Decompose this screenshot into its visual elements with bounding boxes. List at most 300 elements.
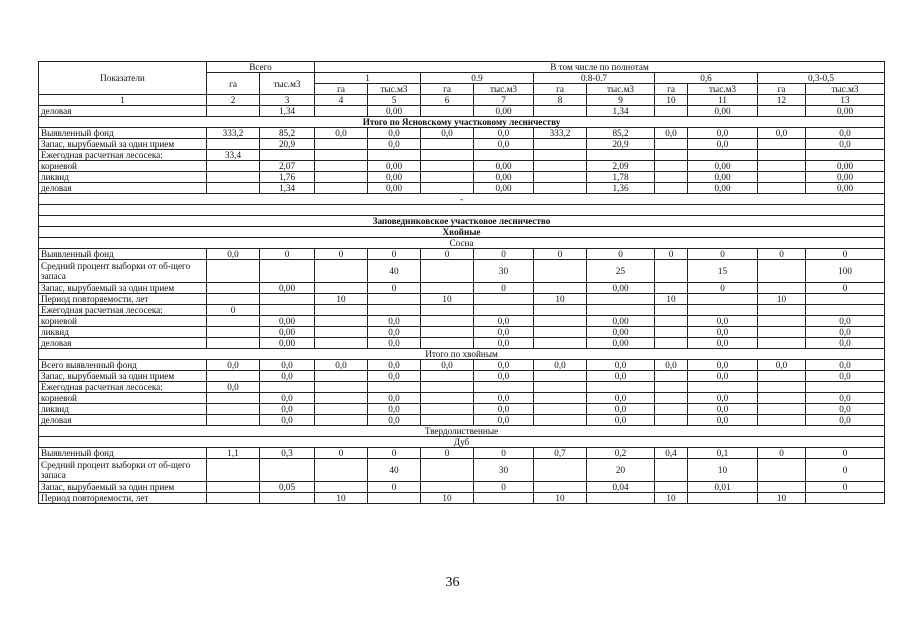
table-cell: 0,00 [806, 161, 885, 172]
unit-header: тыс.м3 [368, 84, 421, 95]
table-cell: 0,0 [368, 327, 421, 338]
table-cell [534, 139, 587, 150]
section-title: Твердолиственные [39, 426, 885, 437]
table-cell: 0,0 [806, 360, 885, 371]
section-row [39, 238, 885, 249]
table-row [39, 294, 885, 305]
table-cell: 0,01 [688, 482, 758, 493]
table-cell [758, 172, 806, 183]
table-cell [315, 327, 368, 338]
table-cell: 0,0 [587, 393, 655, 404]
table-cell [534, 305, 587, 316]
table-cell [688, 305, 758, 316]
table-cell [587, 493, 655, 504]
table-cell [421, 338, 474, 349]
table-cell [207, 415, 260, 426]
table-cell: 85,2 [587, 128, 655, 139]
table-row [39, 493, 885, 504]
table-cell: 10 [758, 294, 806, 305]
table-row [39, 249, 885, 260]
table-cell: 2,07 [260, 161, 315, 172]
table-cell: 20 [587, 459, 655, 482]
table-cell [474, 493, 534, 504]
table-cell: 0,0 [587, 404, 655, 415]
table-cell: 0,0 [368, 338, 421, 349]
table-cell: 30 [474, 459, 534, 482]
table-cell [315, 404, 368, 415]
table-cell: 10 [534, 493, 587, 504]
table-cell [534, 393, 587, 404]
table-cell: 0,0 [587, 371, 655, 382]
table-cell: 0 [688, 249, 758, 260]
table-cell [421, 327, 474, 338]
table-cell: 10 [534, 294, 587, 305]
table-row [39, 327, 885, 338]
table-cell [315, 371, 368, 382]
table-cell: 0,0 [260, 404, 315, 415]
table-cell: 10 [688, 459, 758, 482]
table-cell [655, 393, 688, 404]
table-cell: 0,00 [368, 106, 421, 117]
table-row [39, 360, 885, 371]
table-cell: 0,00 [474, 172, 534, 183]
table-cell: 0,0 [474, 404, 534, 415]
table-cell: 0,3 [260, 448, 315, 459]
table-row [39, 283, 885, 294]
table-cell [260, 493, 315, 504]
table-cell: 0,00 [806, 183, 885, 194]
table-cell [207, 459, 260, 482]
section-title: Заповедниковское участковое лесничество [39, 216, 885, 227]
table-cell: 0,0 [474, 327, 534, 338]
table-cell: 0 [474, 448, 534, 459]
table-cell: 0,0 [260, 360, 315, 371]
table-cell: 333,2 [207, 128, 260, 139]
table-cell [368, 294, 421, 305]
table-cell: 10 [315, 493, 368, 504]
table-cell: 0,00 [587, 283, 655, 294]
table-cell: 0 [474, 283, 534, 294]
table-cell: 15 [688, 260, 758, 283]
table-cell [758, 415, 806, 426]
table-cell [758, 482, 806, 493]
table-cell [806, 382, 885, 393]
table-cell: 333,2 [534, 128, 587, 139]
table-cell: 0 [758, 249, 806, 260]
table-cell [534, 161, 587, 172]
table-cell: 0,00 [587, 327, 655, 338]
table-row [39, 172, 885, 183]
table-cell [315, 150, 368, 161]
column-number: 4 [315, 95, 368, 106]
table-cell: 0 [758, 448, 806, 459]
table-cell [688, 294, 758, 305]
table-cell: 0,0 [207, 360, 260, 371]
table-cell: 0,00 [260, 316, 315, 327]
table-cell [315, 161, 368, 172]
row-label: Запас, вырубаемый за один прием [39, 139, 207, 150]
table-cell [368, 150, 421, 161]
table-cell [655, 415, 688, 426]
row-label: Средний процент выборки от об-щего запаса [39, 260, 207, 283]
table-cell: 0,0 [368, 360, 421, 371]
table-cell [315, 459, 368, 482]
table-cell: 0 [368, 283, 421, 294]
table-cell [474, 294, 534, 305]
section-title: Хвойные [39, 227, 885, 238]
table-row [39, 183, 885, 194]
density-header: 0,6 [655, 73, 758, 84]
table-row [39, 382, 885, 393]
table-cell [688, 493, 758, 504]
table-cell: 0,0 [474, 360, 534, 371]
unit-header: га [534, 84, 587, 95]
table-cell: 0,0 [315, 360, 368, 371]
table-cell: 0,00 [688, 106, 758, 117]
table-row [39, 404, 885, 415]
table-cell: 0,0 [474, 371, 534, 382]
table-cell [260, 382, 315, 393]
table-cell [207, 493, 260, 504]
table-cell: 1,36 [587, 183, 655, 194]
row-label: Выявленный фонд [39, 128, 207, 139]
table-cell [758, 183, 806, 194]
table-cell [534, 415, 587, 426]
table-cell: 0,0 [368, 415, 421, 426]
table-cell [474, 305, 534, 316]
table-cell [655, 459, 688, 482]
table-cell: 0,0 [474, 139, 534, 150]
row-label: ликвид [39, 327, 207, 338]
table-cell [315, 172, 368, 183]
table-cell: 2,09 [587, 161, 655, 172]
table-cell [207, 172, 260, 183]
table-cell: 0,0 [260, 393, 315, 404]
table-cell [758, 150, 806, 161]
table-cell [587, 150, 655, 161]
table-cell [207, 393, 260, 404]
unit-header: тыс.м3 [806, 84, 885, 95]
table-cell [421, 404, 474, 415]
unit-header: га [655, 84, 688, 95]
table-cell: 0,0 [806, 139, 885, 150]
table-cell: 0,00 [260, 283, 315, 294]
table-cell: 0,0 [421, 128, 474, 139]
table-cell [315, 415, 368, 426]
table-cell: 0,0 [587, 360, 655, 371]
density-header: 0.8-0.7 [534, 73, 655, 84]
table-cell: 40 [368, 260, 421, 283]
table-cell [315, 106, 368, 117]
by-density-header: В том числе по полнотам [315, 62, 885, 73]
column-number: 10 [655, 95, 688, 106]
column-number: 11 [688, 95, 758, 106]
table-cell [421, 172, 474, 183]
table-cell: 20,9 [587, 139, 655, 150]
table-cell: 0 [368, 249, 421, 260]
table-cell [315, 260, 368, 283]
section-row [39, 194, 885, 205]
table-cell [758, 106, 806, 117]
table-cell: 0 [421, 448, 474, 459]
row-label: Запас, вырубаемый за один прием [39, 371, 207, 382]
table-cell [655, 305, 688, 316]
table-cell [534, 106, 587, 117]
table-cell [421, 316, 474, 327]
table-cell [806, 294, 885, 305]
table-cell [474, 150, 534, 161]
table-cell [207, 161, 260, 172]
table-cell: 0,04 [587, 482, 655, 493]
table-cell: 0,00 [260, 338, 315, 349]
table-cell [368, 382, 421, 393]
table-cell [207, 338, 260, 349]
table-cell: 10 [758, 493, 806, 504]
table-cell: 0 [534, 249, 587, 260]
table-cell: 0 [587, 249, 655, 260]
table-cell: 0,7 [534, 448, 587, 459]
table-cell: 0 [368, 482, 421, 493]
table-cell [587, 305, 655, 316]
table-cell: 0,0 [368, 139, 421, 150]
table-cell: 0 [474, 482, 534, 493]
table-cell: 0,00 [368, 172, 421, 183]
table-cell [421, 459, 474, 482]
column-number: 2 [207, 95, 260, 106]
density-header: 0.9 [421, 73, 534, 84]
column-number: 1 [39, 95, 207, 106]
table-cell [534, 260, 587, 283]
section-title: Дуб [39, 437, 885, 448]
table-cell: 0,0 [474, 393, 534, 404]
density-header: 0,3-0,5 [758, 73, 885, 84]
table-cell [534, 172, 587, 183]
table-cell [207, 404, 260, 415]
table-cell: 0 [474, 249, 534, 260]
table-cell [534, 316, 587, 327]
table-cell: 10 [421, 294, 474, 305]
table-cell [474, 382, 534, 393]
table-cell [315, 283, 368, 294]
table-cell [688, 150, 758, 161]
table-cell [534, 327, 587, 338]
table-cell: 10 [315, 294, 368, 305]
table-cell: 0,0 [207, 382, 260, 393]
table-cell [421, 482, 474, 493]
header-row-1 [39, 62, 885, 73]
section-row [39, 117, 885, 128]
table-cell [315, 183, 368, 194]
table-cell: 0,00 [688, 161, 758, 172]
table-cell: 0,0 [474, 128, 534, 139]
row-label: деловая [39, 415, 207, 426]
table-cell: 0,4 [655, 448, 688, 459]
table-cell [421, 161, 474, 172]
table-cell: 0 [688, 283, 758, 294]
table-cell: 40 [368, 459, 421, 482]
table-cell: 0,00 [688, 183, 758, 194]
table-row [39, 393, 885, 404]
unit-header: тыс.м3 [587, 84, 655, 95]
row-label: деловая [39, 106, 207, 117]
table-row [39, 305, 885, 316]
table-cell: 0,0 [368, 371, 421, 382]
table-cell: 1,34 [260, 106, 315, 117]
row-label: Выявленный фонд [39, 249, 207, 260]
table-row [39, 260, 885, 283]
table-cell [260, 150, 315, 161]
table-cell [806, 305, 885, 316]
table-cell: 10 [655, 294, 688, 305]
table-cell: 0 [806, 249, 885, 260]
table-cell: 0,0 [688, 327, 758, 338]
table-cell: 1,76 [260, 172, 315, 183]
table-cell [758, 327, 806, 338]
table-cell: 0,00 [368, 161, 421, 172]
table-cell [207, 482, 260, 493]
table-cell [688, 382, 758, 393]
table-cell: 10 [421, 493, 474, 504]
row-label: Период повторяемости, лет [39, 294, 207, 305]
table-cell: 0 [421, 249, 474, 260]
table-cell: 0,00 [806, 106, 885, 117]
table-cell [207, 327, 260, 338]
row-label: Выявленный фонд [39, 448, 207, 459]
table-cell: 0 [655, 249, 688, 260]
table-cell: 0,0 [260, 371, 315, 382]
table-cell [260, 305, 315, 316]
table-cell: 0,1 [688, 448, 758, 459]
table-cell: 1,34 [587, 106, 655, 117]
table-cell [207, 260, 260, 283]
table-cell: 1,34 [260, 183, 315, 194]
table-cell: 0,0 [688, 338, 758, 349]
table-cell [315, 305, 368, 316]
table-cell: 0,0 [207, 249, 260, 260]
table-cell: 0,0 [806, 404, 885, 415]
table-cell: 0,0 [474, 415, 534, 426]
table-cell [534, 283, 587, 294]
table-cell: 20,9 [260, 139, 315, 150]
table-cell [421, 305, 474, 316]
table-cell [315, 316, 368, 327]
table-cell [758, 305, 806, 316]
table-cell [655, 150, 688, 161]
unit-header: га [758, 84, 806, 95]
table-cell: 0 [806, 482, 885, 493]
table-row [39, 448, 885, 459]
indicators-header: Показатели [39, 62, 207, 95]
table-cell [758, 459, 806, 482]
table-cell: 0,00 [688, 172, 758, 183]
table-cell: 0,0 [758, 128, 806, 139]
table-row [39, 106, 885, 117]
table-cell [207, 183, 260, 194]
table-cell: 0,05 [260, 482, 315, 493]
table-row [39, 338, 885, 349]
table-cell: 0,00 [806, 172, 885, 183]
table-cell [655, 327, 688, 338]
table-cell: 1,1 [207, 448, 260, 459]
table-cell [758, 161, 806, 172]
column-number: 6 [421, 95, 474, 106]
table-cell [655, 172, 688, 183]
section-title [39, 205, 885, 216]
table-cell: 0,0 [655, 128, 688, 139]
table-cell [207, 294, 260, 305]
total-ha-header: га [207, 73, 260, 95]
section-row [39, 216, 885, 227]
unit-header: га [315, 84, 368, 95]
table-cell: 0,0 [806, 316, 885, 327]
table-cell: 0 [207, 305, 260, 316]
table-row [39, 128, 885, 139]
section-row [39, 426, 885, 437]
table-cell: 0,0 [587, 415, 655, 426]
section-title: Сосна [39, 238, 885, 249]
table-cell [534, 338, 587, 349]
table-cell: 0,00 [260, 327, 315, 338]
table-cell [421, 382, 474, 393]
table-cell: 0 [315, 249, 368, 260]
row-label: Ежегодная расчетная лесосека: [39, 150, 207, 161]
table-cell [655, 371, 688, 382]
table-row [39, 139, 885, 150]
row-label: Запас, вырубаемый за один прием [39, 482, 207, 493]
row-label: Запас, вырубаемый за один прием [39, 283, 207, 294]
table-cell [207, 316, 260, 327]
column-number: 12 [758, 95, 806, 106]
table-cell [421, 260, 474, 283]
table-cell [207, 283, 260, 294]
table-cell [758, 338, 806, 349]
table-cell [758, 139, 806, 150]
section-row [39, 227, 885, 238]
table-cell: 0,00 [474, 161, 534, 172]
table-cell [207, 139, 260, 150]
total-header: Всего [207, 62, 315, 73]
table-cell: 0,00 [587, 316, 655, 327]
row-label: корневой [39, 161, 207, 172]
table-cell [368, 305, 421, 316]
table-cell: 0,0 [806, 338, 885, 349]
table-cell: 25 [587, 260, 655, 283]
table-cell: 0,0 [421, 360, 474, 371]
table-cell [655, 482, 688, 493]
table-cell: 0 [806, 283, 885, 294]
table-cell: 0,0 [315, 128, 368, 139]
table-row [39, 316, 885, 327]
section-row [39, 349, 885, 360]
table-cell [260, 294, 315, 305]
table-cell [421, 183, 474, 194]
table-cell [655, 183, 688, 194]
column-number: 7 [474, 95, 534, 106]
table-cell [421, 371, 474, 382]
column-number-row [39, 95, 885, 106]
table-cell: 0,0 [688, 316, 758, 327]
table-cell: 0,0 [368, 393, 421, 404]
table-cell [421, 106, 474, 117]
table-cell: 33,4 [207, 150, 260, 161]
table-cell [655, 161, 688, 172]
table-cell [758, 283, 806, 294]
table-cell [758, 393, 806, 404]
table-row [39, 371, 885, 382]
table-cell: 0,0 [474, 316, 534, 327]
total-thm3-header: тыс.м3 [260, 73, 315, 95]
table-cell: 0,0 [806, 128, 885, 139]
